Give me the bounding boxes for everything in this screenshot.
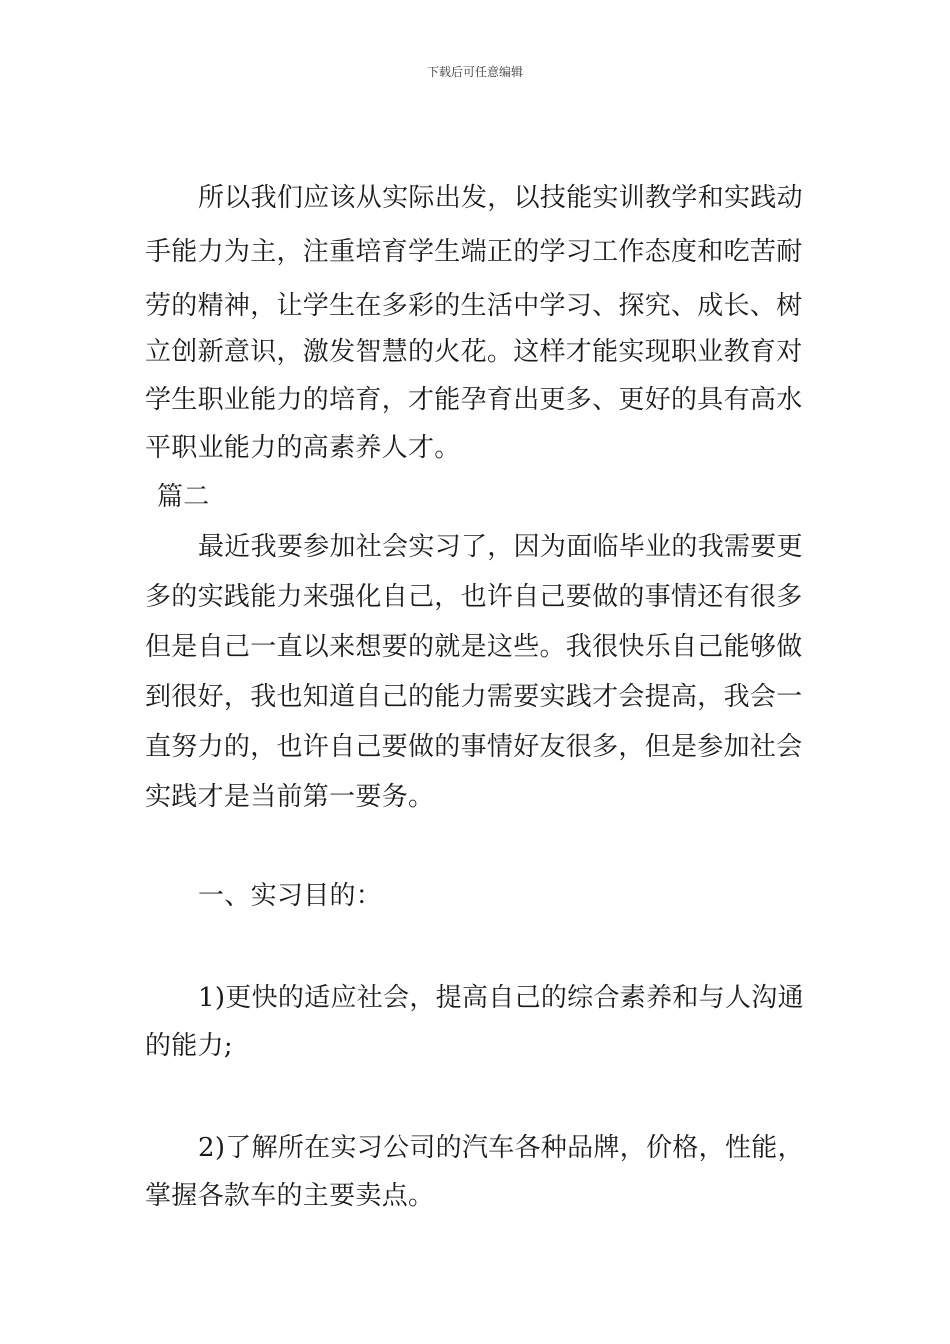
objective-item-1-line-2: 的能力; (145, 1031, 233, 1061)
paragraph-2-line-6: 实践才是当前第一要务。 (145, 782, 435, 812)
section-heading-objectives: 一、实习目的： (198, 881, 383, 911)
paragraph-1-line-4: 立创新意识，激发智慧的火花。这样才能实现职业教育对 (145, 337, 803, 367)
paragraph-2-line-3: 但是自己一直以来想要的就是这些。我很快乐自己能够做 (145, 632, 803, 662)
objective-item-2-line-2: 掌握各款车的主要卖点。 (145, 1181, 435, 1211)
paragraph-2-line-4: 到很好，我也知道自己的能力需要实践才会提高，我会一 (145, 682, 803, 712)
objective-item-2-line-1: 2)了解所在实习公司的汽车各种品牌，价格，性能， (198, 1133, 804, 1163)
paragraph-1-line-2: 手能力为主，注重培育学生端正的学习工作态度和吃苦耐 (145, 237, 803, 267)
paragraph-1-line-5: 学生职业能力的培育，才能孕育出更多、更好的具有高水 (145, 385, 803, 415)
objective-item-1-line-1: 1)更快的适应社会，提高自己的综合素养和与人沟通 (198, 983, 804, 1013)
paragraph-2-line-2: 多的实践能力来强化自己，也许自己要做的事情还有很多 (145, 582, 803, 612)
paragraph-2-line-5: 直努力的，也许自己要做的事情好友很多，但是参加社会 (145, 732, 803, 762)
section-label: 篇二 (157, 482, 210, 512)
page-header: 下载后可任意编辑 (426, 65, 523, 79)
paragraph-1-line-6: 平职业能力的高素养人才。 (145, 433, 461, 463)
paragraph-1-line-3: 劳的精神，让学生在多彩的生活中学习、探究、成长、树 (145, 291, 803, 321)
paragraph-1-line-1: 所以我们应该从实际出发，以技能实训教学和实践动 (198, 183, 803, 213)
paragraph-2-line-1: 最近我要参加社会实习了，因为面临毕业的我需要更 (198, 532, 803, 562)
